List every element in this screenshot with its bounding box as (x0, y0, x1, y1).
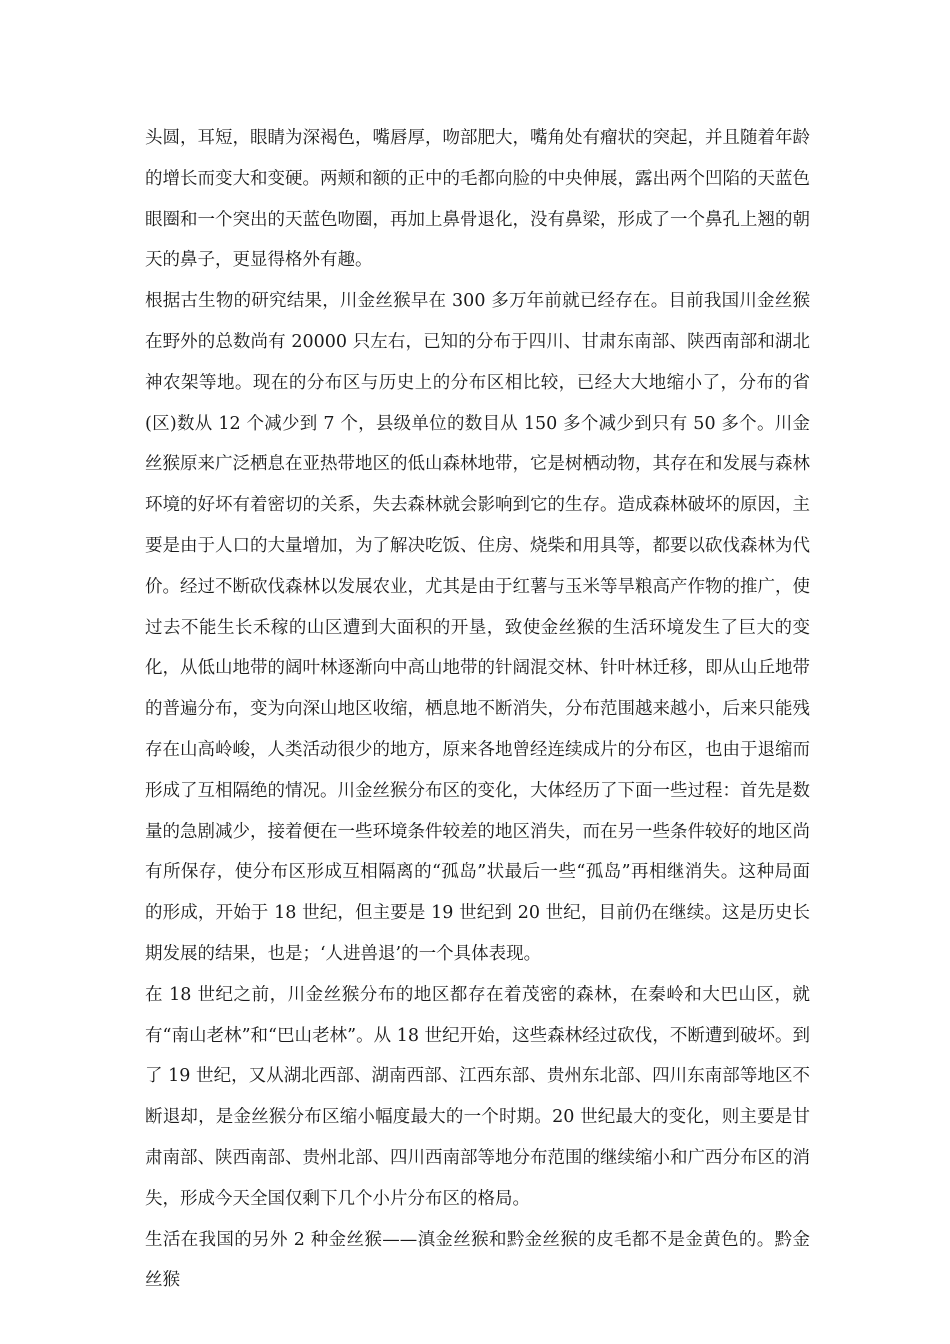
paragraph-3: 在 18 世纪之前，川金丝猴分布的地区都存在着茂密的森林，在秦岭和大巴山区，就有“南山老林”和“巴山老林”。从 18 世纪开始，这些森林经过砍伐，不断遭到破坏。到了 19 世纪，又从湖北西部、湖南西部、江西东部、贵州东北部、四川东南部等地区不断退却，是金丝猴分布区缩小幅度最大的一个时期。20 世纪最大的变化，则主要是甘肃南部、陕西南部、贵州北部、四川西南部等地分布范围的继续缩小和广西分布区的消失，形成今天全国仅剩下几个小片分布区的格局。 (145, 984, 810, 1209)
paragraph-4: 生活在我国的另外 2 种金丝猴——滇金丝猴和黔金丝猴的皮毛都不是金黄色的。黔金丝猴 (145, 1229, 810, 1291)
body-text (145, 118, 810, 1301)
paragraph-2: 根据古生物的研究结果，川金丝猴早在 300 多万年前就已经存在。目前我国川金丝猴在野外的总数尚有 20000 只左右，已知的分布于四川、甘肃东南部、陕西南部和湖北神农架等地。现在的分布区与历史上的分布区相比较，已经大大地缩小了，分布的省(区)数从 12 个减少到 7 个，县级单位的数目从 150 多个减少到只有 50 多个。川金丝猴原来广泛栖息在亚热带地区的低山森林地带，它是树栖动物，其存在和发展与森林环境的好坏有着密切的关系，失去森林就会影响到它的生存。造成森林破坏的原因，主要是由于人口的大量增加，为了解决吃饭、住房、烧柴和用具等，都要以砍伐森林为代价。经过不断砍伐森林以发展农业，尤其是由于红薯与玉米等旱粮高产作物的推广，使过去不能生长禾稼的山区遭到大面积的开垦，致使金丝猴的生活环境发生了巨大的变化，从低山地带的阔叶林逐渐向中高山地带的针阔混交林、针叶林迁移，即从山丘地带的普遍分布，变为向深山地区收缩，栖息地不断消失，分布范围越来越小，后来只能残存在山高岭峻，人类活动很少的地方，原来各地曾经连续成片的分布区，也由于退缩而形成了互相隔绝的情况。川金丝猴分布区的变化，大体经历了下面一些过程：首先是数量的急剧减少，接着便在一些环境条件较差的地区消失，而在另一些条件较好的地区尚有所保存，使分布区形成互相隔离的“孤岛”状最后一些“孤岛”再相继消失。这种局面的形成，开始于 18 世纪，但主要是 19 世纪到 20 世纪，目前仍在继续。这是历史长期发展的结果，也是；‘人进兽退’的一个具体表现。 (145, 291, 810, 964)
paragraph-1: 头圆，耳短，眼睛为深褐色，嘴唇厚，吻部肥大，嘴角处有瘤状的突起，并且随着年龄的增长而变大和变硬。两颊和额的正中的毛都向脸的中央伸展，露出两个凹陷的天蓝色眼圈和一个突出的天蓝色吻圈，再加上鼻骨退化，没有鼻梁，形成了一个鼻孔上翘的朝天的鼻子，更显得格外有趣。 (145, 128, 810, 271)
